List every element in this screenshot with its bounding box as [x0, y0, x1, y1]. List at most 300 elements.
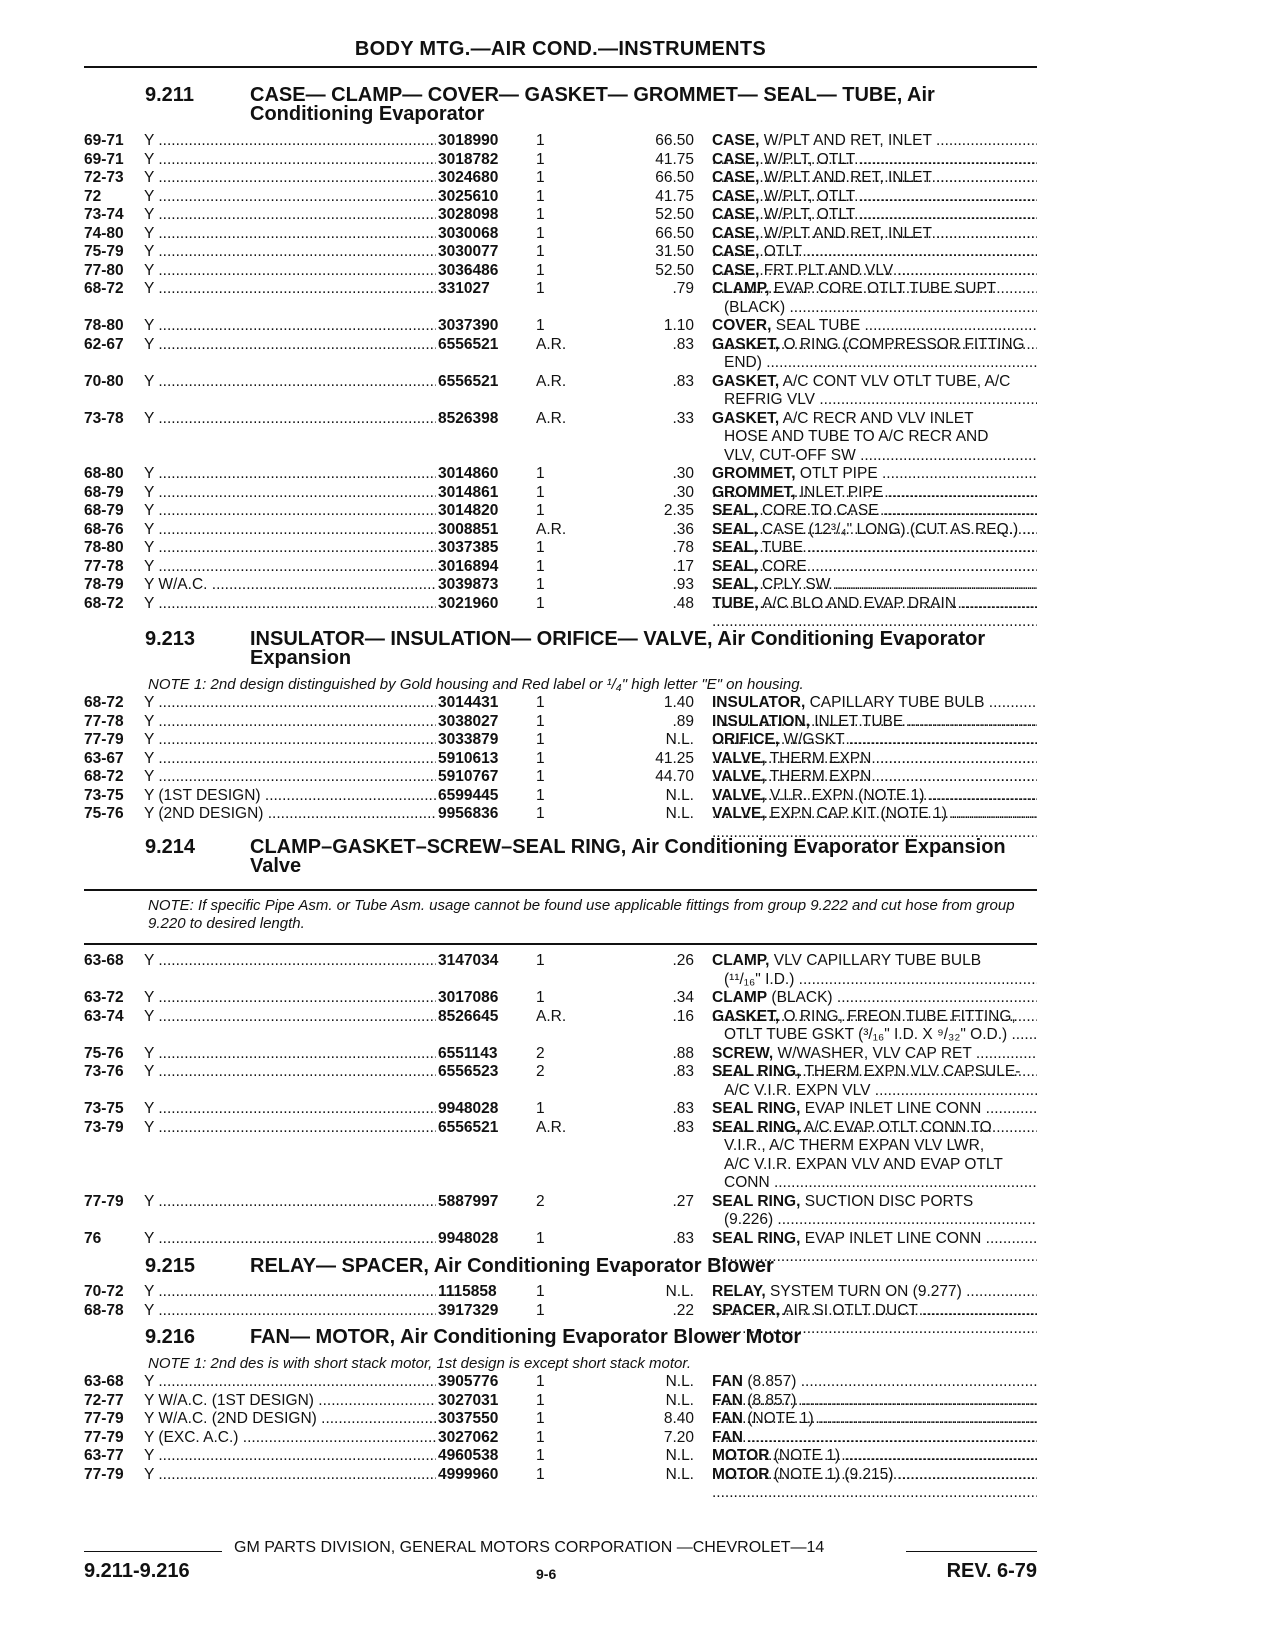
footer-page-number: 9-6: [536, 1566, 557, 1582]
description-line: [712, 151, 1037, 170]
part-detail: W/PLT, OTLT: [763, 150, 855, 168]
part-row: [84, 317, 1037, 336]
part-number: 3905776: [436, 1373, 520, 1392]
model-years: 68-80: [84, 465, 124, 482]
quantity: 1: [536, 317, 545, 334]
part-name: VALVE,: [712, 768, 766, 785]
quantity: 1: [536, 749, 545, 767]
part-detail: A/C EVAP OTLT CONN TO: [803, 1118, 992, 1136]
description-line: [712, 731, 1037, 750]
part-description: [712, 1193, 1037, 1230]
part-number: 3037550: [436, 1410, 520, 1429]
part-row: [84, 151, 1037, 170]
part-name: CASE,: [712, 169, 760, 186]
model-years: 70-80: [84, 372, 124, 390]
part-row: [84, 280, 1037, 317]
description-line: [712, 373, 1037, 392]
quantity: A.R.: [536, 335, 567, 353]
model-years: 75-76: [84, 805, 124, 822]
part-name: CLAMP,: [712, 952, 770, 969]
part-number: 9948028: [436, 1100, 520, 1119]
part-detail: EXPN CAP KIT (NOTE 1): [770, 805, 947, 822]
parts-list-9-215: [84, 1283, 1037, 1320]
quantity: 1: [536, 169, 545, 186]
part-number: 3036486: [436, 262, 520, 281]
model-years: 77-79: [84, 731, 124, 748]
model-years: 77-79: [84, 1428, 124, 1446]
part-detail: W/PLT AND RET, INLET: [763, 132, 932, 149]
description-line: [712, 484, 1037, 503]
part-detail: CAPILLARY TUBE BULB: [809, 694, 985, 711]
part-row: [84, 1100, 1037, 1119]
part-detail: CASE (12³/₄" LONG) (CUT AS REQ.): [761, 520, 1019, 538]
model-years: 69-71: [84, 150, 124, 168]
quantity: 1: [536, 786, 545, 804]
quantity: 1: [536, 557, 545, 575]
price: .33: [672, 409, 694, 427]
price: .83: [672, 1118, 694, 1136]
price: N.L.: [665, 1283, 694, 1300]
part-number: 3014431: [436, 694, 520, 713]
part-detail: A/C BLO AND EVAP DRAIN: [761, 594, 957, 612]
part-number: 3033879: [436, 731, 520, 750]
quantity: 1: [536, 206, 545, 223]
part-name: GASKET,: [712, 335, 780, 353]
price: 66.50: [655, 132, 694, 149]
description-line: [712, 1045, 1037, 1064]
parts-list-9-211: [84, 132, 1037, 613]
part-name: CASE,: [712, 132, 760, 149]
part-number: 6556521: [436, 336, 520, 355]
application: Y .....: [144, 502, 494, 521]
description-line: [712, 1063, 1037, 1082]
description-line: [712, 262, 1037, 281]
model-years: 72: [84, 187, 102, 205]
model-years: 68-78: [84, 1301, 124, 1319]
model-years: 78-80: [84, 317, 124, 334]
price: .26: [672, 952, 694, 969]
price: .89: [672, 712, 694, 730]
part-detail: W/PLT AND RET, INLET: [763, 224, 932, 242]
part-detail: V.I.R. EXPN (NOTE 1): [770, 786, 925, 804]
quantity: 1: [536, 1391, 545, 1409]
model-years: 74-80: [84, 224, 124, 242]
part-number: 3038027: [436, 713, 520, 732]
part-name: SEAL,: [712, 502, 758, 519]
part-number: 3014820: [436, 502, 520, 521]
model-years: 63-77: [84, 1447, 124, 1464]
description-line: (9.226) .....: [712, 1211, 1037, 1230]
quantity: 1: [536, 1373, 545, 1390]
description-line: [712, 713, 1037, 732]
model-years: 62-67: [84, 335, 124, 353]
part-row: [84, 1063, 1037, 1100]
price: .27: [672, 1192, 694, 1210]
section-note-9-216: NOTE 1: 2nd des is with short stack motor, 1st design is except short stack motor.: [148, 1355, 691, 1372]
description-line: [712, 1392, 1037, 1411]
price: .30: [672, 465, 694, 482]
application: Y .....: [144, 731, 494, 750]
price: 44.70: [655, 768, 694, 785]
part-row: [84, 1373, 1037, 1392]
part-row: [84, 989, 1037, 1008]
part-number: 3037385: [436, 539, 520, 558]
header-rule: [84, 66, 1037, 68]
price: .83: [672, 1063, 694, 1080]
part-name: MOTOR: [712, 1447, 770, 1464]
part-detail: W/GSKT: [783, 731, 845, 748]
part-row: [84, 132, 1037, 151]
price: .34: [672, 989, 694, 1006]
application: Y .....: [144, 132, 494, 151]
quantity: 2: [536, 1192, 545, 1210]
application: Y W/A.C. (1ST DESIGN) .....: [144, 1392, 494, 1411]
part-row: [84, 206, 1037, 225]
part-detail: VLV CAPILLARY TUBE BULB: [773, 952, 982, 969]
quantity: 2: [536, 1044, 545, 1062]
quantity: 1: [536, 594, 545, 612]
price: .83: [672, 372, 694, 390]
quantity: 1: [536, 1465, 545, 1483]
part-name: CLAMP,: [712, 280, 770, 297]
price: .36: [672, 520, 694, 538]
quantity: 1: [536, 576, 545, 593]
section-number: 9.211: [145, 84, 194, 106]
description-line: [712, 805, 1037, 824]
quantity: 1: [536, 465, 545, 482]
price: 8.40: [663, 1410, 694, 1427]
section-title: INSULATOR— INSULATION— ORIFICE— VALVE, Air Conditioning Evaporator Expansion: [250, 628, 986, 669]
price: 1.40: [663, 694, 694, 711]
model-years: 76: [84, 1229, 102, 1247]
price: 52.50: [655, 261, 694, 279]
parts-list-9-214: [84, 952, 1037, 1248]
part-number: 3008851: [436, 521, 520, 540]
description-line: (¹¹/₁₆" I.D.) .....: [712, 971, 1037, 990]
part-detail: CORE: [761, 557, 807, 575]
part-row: [84, 262, 1037, 281]
description-line: [712, 787, 1037, 806]
description-line: [712, 1193, 1037, 1212]
part-name: INSULATION,: [712, 712, 810, 730]
section-title: RELAY— SPACER, Air Conditioning Evaporator Blower: [250, 1255, 774, 1277]
part-number: 3030077: [436, 243, 520, 262]
part-detail: O RING, FREON TUBE FITTING,: [783, 1007, 1016, 1025]
model-years: 63-68: [84, 1373, 124, 1390]
part-detail: THERM EXPN VLV CAPSULE-: [804, 1063, 1021, 1080]
model-years: 77-80: [84, 261, 124, 279]
part-number: 3027031: [436, 1392, 520, 1411]
part-name: TUBE,: [712, 594, 759, 612]
part-row: [84, 410, 1037, 466]
application: Y .....: [144, 521, 494, 540]
application: Y .....: [144, 1373, 494, 1392]
application: Y (1ST DESIGN) .....: [144, 787, 494, 806]
part-number: 3917329: [436, 1302, 520, 1321]
part-detail: (NOTE 1) (9.215): [773, 1465, 894, 1483]
part-row: [84, 1447, 1037, 1466]
part-number: 3025610: [436, 188, 520, 207]
model-years: 68-72: [84, 594, 124, 612]
section-title: CLAMP–GASKET–SCREW–SEAL RING, Air Conditioning Evaporator Expansion Valve: [250, 836, 1006, 877]
part-name: GASKET,: [712, 1007, 780, 1025]
part-row: [84, 243, 1037, 262]
quantity: 1: [536, 805, 545, 822]
part-name: SEAL RING,: [712, 1118, 801, 1136]
application: Y .....: [144, 188, 494, 207]
part-number: 8526645: [436, 1008, 520, 1027]
description-line: [712, 989, 1037, 1008]
model-years: 68-72: [84, 694, 124, 711]
part-row: [84, 1045, 1037, 1064]
application: Y .....: [144, 1045, 494, 1064]
part-number: 3017086: [436, 989, 520, 1008]
model-years: 63-74: [84, 1007, 124, 1025]
note-top-rule: [84, 889, 1037, 891]
section-number: 9.215: [145, 1255, 196, 1277]
quantity: 1: [536, 952, 545, 969]
application: Y .....: [144, 1193, 494, 1212]
model-years: 63-67: [84, 749, 124, 767]
part-row: [84, 1008, 1037, 1045]
part-name: CASE,: [712, 206, 760, 223]
part-number: 9956836: [436, 805, 520, 824]
description-line: [712, 1373, 1037, 1392]
part-name: CASE,: [712, 243, 760, 260]
description-line: [712, 576, 1037, 595]
part-name: GASKET,: [712, 372, 780, 390]
part-row: [84, 225, 1037, 244]
part-name: SEAL RING,: [712, 1229, 801, 1247]
application: Y .....: [144, 169, 494, 188]
part-name: SEAL,: [712, 557, 758, 575]
part-detail: EVAP INLET LINE CONN: [804, 1229, 982, 1247]
part-number: 3147034: [436, 952, 520, 971]
part-row: [84, 465, 1037, 484]
part-detail: EVAP INLET LINE CONN: [804, 1100, 982, 1117]
model-years: 69-71: [84, 132, 124, 149]
description-line: (BLACK) .....: [712, 299, 1037, 318]
part-name: CASE,: [712, 224, 760, 242]
part-number: 6556521: [436, 1119, 520, 1138]
section-title: CASE— CLAMP— COVER— GASKET— GROMMET— SEAL— TUBE, Air Conditioning Evaporator: [250, 84, 935, 125]
application: Y .....: [144, 1466, 494, 1485]
part-detail: THERM EXPN: [769, 768, 872, 785]
part-number: 5910613: [436, 750, 520, 769]
price: N.L.: [665, 1391, 694, 1409]
quantity: A.R.: [536, 1118, 567, 1136]
description-line: [712, 595, 1037, 614]
model-years: 77-79: [84, 1465, 124, 1483]
part-detail: SYSTEM TURN ON (9.277): [770, 1283, 962, 1300]
description-line: [712, 952, 1037, 971]
part-name: MOTOR: [712, 1465, 770, 1483]
section-title: FAN— MOTOR, Air Conditioning Evaporator Blower Motor: [250, 1326, 802, 1348]
parts-list-9-216: [84, 1373, 1037, 1484]
part-description: [712, 1063, 1037, 1100]
description-line: [712, 410, 1037, 429]
quantity: 1: [536, 989, 545, 1006]
quantity: 1: [536, 1428, 545, 1446]
part-row: [84, 1429, 1037, 1448]
part-number: 8526398: [436, 410, 520, 429]
application: Y .....: [144, 1283, 494, 1302]
description-line: [712, 1283, 1037, 1302]
description-line: [712, 1119, 1037, 1138]
part-row: [84, 805, 1037, 824]
part-detail: CPLY SW: [761, 576, 831, 593]
model-years: 73-74: [84, 206, 124, 223]
part-number: 3021960: [436, 595, 520, 614]
part-row: [84, 750, 1037, 769]
part-number: 4999960: [436, 1466, 520, 1485]
model-years: 72-77: [84, 1391, 124, 1409]
quantity: 1: [536, 1410, 545, 1427]
application: Y .....: [144, 465, 494, 484]
description-line: [712, 280, 1037, 299]
part-description: [712, 952, 1037, 989]
part-name: VALVE,: [712, 749, 766, 767]
part-number: 1115858: [436, 1283, 520, 1302]
part-row: [84, 1392, 1037, 1411]
description-line: [712, 750, 1037, 769]
model-years: 78-79: [84, 576, 124, 593]
part-number: 3027062: [436, 1429, 520, 1448]
part-number: 4960538: [436, 1447, 520, 1466]
description-line: END) .....: [712, 354, 1037, 373]
description-line: [712, 1100, 1037, 1119]
section-note-9-214: NOTE: If specific Pipe Asm. or Tube Asm. usage cannot be found use applicable fittings from group 9.222 and cut hose from group 9.220 to desired length.: [148, 897, 1015, 932]
application: Y .....: [144, 1230, 494, 1249]
part-number: 6599445: [436, 787, 520, 806]
price: .83: [672, 1229, 694, 1247]
model-years: 68-76: [84, 520, 124, 538]
application: Y .....: [144, 1008, 494, 1027]
part-detail: W/PLT AND RET, INLET: [763, 169, 932, 186]
part-row: [84, 713, 1037, 732]
model-years: 68-79: [84, 502, 124, 519]
part-name: VALVE,: [712, 786, 766, 804]
price: .16: [672, 1007, 694, 1025]
quantity: 1: [536, 132, 545, 149]
quantity: A.R.: [536, 1007, 567, 1025]
description-line: [712, 465, 1037, 484]
part-row: [84, 768, 1037, 787]
price: N.L.: [665, 731, 694, 748]
application: Y .....: [144, 539, 494, 558]
part-name: SEAL,: [712, 520, 758, 538]
part-row: [84, 484, 1037, 503]
footer-rule-right: [906, 1551, 1037, 1552]
part-number: 6556523: [436, 1063, 520, 1082]
quantity: 1: [536, 1229, 545, 1247]
part-description: [712, 336, 1037, 373]
part-description: [712, 595, 1037, 632]
model-years: 77-78: [84, 557, 124, 575]
quantity: 1: [536, 243, 545, 260]
model-years: 70-72: [84, 1283, 124, 1300]
description-line: VLV, CUT-OFF SW .....: [712, 447, 1037, 466]
quantity: 1: [536, 694, 545, 711]
description-line: V.I.R., A/C THERM EXPAN VLV LWR,: [724, 1137, 985, 1154]
part-number: 3024680: [436, 169, 520, 188]
footer-revision: REV. 6-79: [946, 1560, 1037, 1582]
price: N.L.: [665, 786, 694, 804]
price: 66.50: [655, 169, 694, 186]
part-name: SCREW,: [712, 1044, 774, 1062]
price: .83: [672, 1100, 694, 1117]
description-line: [712, 1230, 1037, 1249]
quantity: 1: [536, 150, 545, 168]
part-name: FAN: [712, 1428, 743, 1446]
application: Y (EXC. A.C.) .....: [144, 1429, 494, 1448]
quantity: 1: [536, 1301, 545, 1319]
part-name: SEAL RING,: [712, 1063, 801, 1080]
price: 52.50: [655, 206, 694, 223]
part-row: [84, 1119, 1037, 1193]
price: 1.10: [663, 317, 694, 334]
part-detail: TUBE: [761, 539, 804, 556]
part-detail: SEAL TUBE: [775, 317, 861, 334]
price: 7.20: [663, 1428, 694, 1446]
description-line: OTLT TUBE GSKT (³/₁₆" I.D. X ⁹/₃₂" O.D.) .....: [712, 1026, 1037, 1045]
description-line: REFRIG VLV .....: [712, 391, 1037, 410]
application: Y .....: [144, 1063, 494, 1082]
parts-list-9-213: [84, 694, 1037, 824]
footer-division: GM PARTS DIVISION, GENERAL MOTORS CORPORATION —CHEVROLET—14: [234, 1539, 825, 1556]
part-number: 3018782: [436, 151, 520, 170]
description-line: [712, 558, 1037, 577]
part-row: [84, 787, 1037, 806]
price: .93: [672, 576, 694, 593]
quantity: 1: [536, 261, 545, 279]
section-number: 9.216: [145, 1326, 196, 1348]
model-years: 72-73: [84, 169, 124, 186]
description-line: [712, 1447, 1037, 1466]
application: Y .....: [144, 410, 494, 429]
price: 2.35: [663, 502, 694, 519]
part-number: 6551143: [436, 1045, 520, 1064]
price: .30: [672, 483, 694, 501]
description-line: [712, 225, 1037, 244]
part-name: FAN: [712, 1391, 743, 1409]
price: .79: [672, 280, 694, 297]
price: .22: [672, 1301, 694, 1319]
part-name: ORIFICE,: [712, 731, 780, 748]
application: Y .....: [144, 225, 494, 244]
application: Y .....: [144, 206, 494, 225]
model-years: 68-72: [84, 768, 124, 785]
quantity: 1: [536, 483, 545, 501]
part-number: 9948028: [436, 1230, 520, 1249]
part-detail: A/C CONT VLV OTLT TUBE, A/C: [782, 372, 1011, 390]
application: Y .....: [144, 243, 494, 262]
price: N.L.: [665, 805, 694, 822]
application: Y .....: [144, 595, 494, 614]
part-detail: A/C RECR AND VLV INLET: [782, 409, 974, 427]
part-row: [84, 1466, 1037, 1485]
model-years: 73-76: [84, 1063, 124, 1080]
part-row: [84, 1193, 1037, 1230]
part-detail: O RING (COMPRESSOR FITTING: [783, 335, 1025, 353]
model-years: 75-79: [84, 243, 124, 260]
part-detail: W/WASHER, VLV CAP RET: [777, 1044, 972, 1062]
part-row: [84, 731, 1037, 750]
part-name: RELAY,: [712, 1283, 766, 1300]
quantity: 1: [536, 768, 545, 785]
part-detail: AIR SI OTLT DUCT: [783, 1301, 918, 1319]
description-line: [712, 768, 1037, 787]
